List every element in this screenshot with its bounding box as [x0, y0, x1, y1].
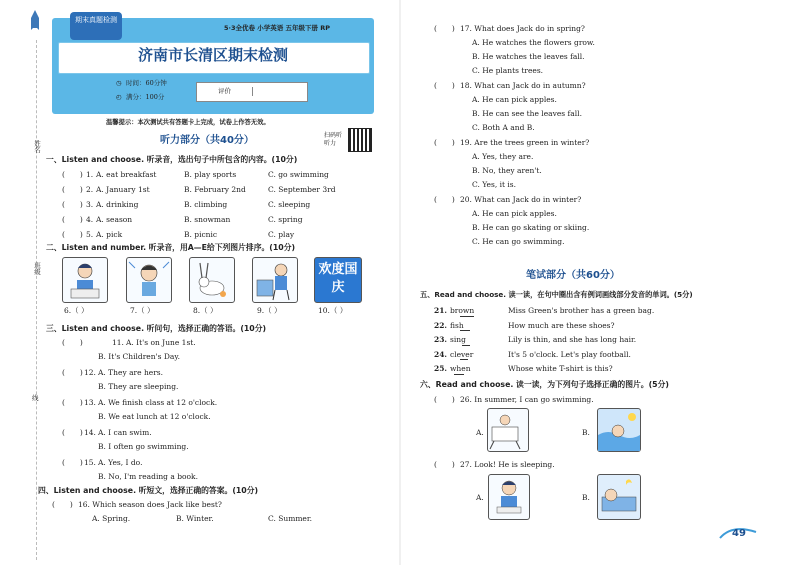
answer-blank[interactable]: ( )	[62, 215, 83, 224]
question-19: 19. Are the trees green in winter?	[460, 138, 590, 147]
list-item	[434, 138, 774, 195]
picture-7	[126, 257, 172, 303]
exam-tip: 温馨提示：本次测试共有答题卡上完成，试卷上作答无效。	[106, 119, 270, 126]
picture-10	[314, 257, 362, 303]
item-number: 11.	[112, 338, 124, 347]
sentence[interactable]: Whose white T-shirt is this?	[508, 364, 613, 373]
list-item	[62, 398, 362, 428]
section-3-list	[62, 338, 362, 488]
option-c[interactable]: C. spring	[268, 215, 303, 224]
example-word: sing	[450, 335, 466, 344]
option-b[interactable]: B. It's Children's Day.	[98, 352, 180, 361]
rocket-icon	[31, 10, 39, 32]
item-number: 1.	[86, 170, 94, 179]
list-item	[434, 321, 764, 336]
section-4-right-list	[434, 24, 774, 252]
option-c[interactable]: C. He plants trees.	[472, 66, 544, 75]
festival-text: 欢度国庆	[318, 262, 358, 295]
list-item	[434, 350, 764, 365]
item-number: 3.	[86, 200, 94, 209]
section-5-title: 五、Read and choose. 读一读，在句中圈出含有例词画线部分发音的单词。(5分)	[420, 290, 693, 299]
section-1-title: 一、Listen and choose. 听录音，选出句子中所包含的内容。(10分)	[46, 155, 298, 164]
item-number: 25.	[434, 364, 448, 373]
option-c[interactable]: C. play	[268, 230, 295, 239]
option-a[interactable]: A. Yes, I do.	[98, 458, 143, 467]
list-item	[62, 200, 362, 215]
option-c[interactable]: C. September 3rd	[268, 185, 336, 194]
option-b[interactable]: B. Winter.	[176, 514, 214, 523]
item-number: 13.	[84, 398, 96, 407]
option-a[interactable]: A. He can pick apples.	[472, 209, 557, 218]
answer-blank[interactable]: ( )	[62, 398, 83, 407]
option-c[interactable]: C. go swimming	[268, 170, 329, 179]
exam-score: 满分：100分	[126, 93, 165, 101]
option-a[interactable]: A. drinking	[96, 200, 139, 209]
option-c[interactable]: C. Summer.	[268, 514, 313, 523]
section-1-list	[62, 170, 362, 245]
answer-blank[interactable]: ( )	[62, 338, 83, 347]
side-label-line: 线	[32, 394, 39, 402]
list-item	[434, 335, 764, 350]
list-item	[62, 368, 362, 398]
list-item	[434, 24, 774, 81]
underline-mark	[454, 374, 464, 375]
series-line: 5·3全优卷 小学英语 五年级下册 RP	[224, 24, 331, 32]
option-a[interactable]: A. eat breakfast	[96, 170, 157, 179]
option-b[interactable]: B. He can go skating or skiing.	[472, 223, 590, 232]
answer-blank[interactable]: ( )	[434, 195, 455, 204]
option-b-label: B.	[582, 493, 590, 502]
question-27: 27. Look! He is sleeping.	[460, 460, 555, 469]
picture-10-label[interactable]: 10.（ ）	[318, 306, 348, 315]
item-number: 4.	[86, 215, 94, 224]
option-b[interactable]: B. snowman	[184, 215, 231, 224]
picture-7-label[interactable]: 7.（ ）	[130, 306, 155, 315]
option-b[interactable]: B. They are sleeping.	[98, 382, 179, 391]
picture-9-label[interactable]: 9.（ ）	[257, 306, 282, 315]
section-5-list	[434, 306, 764, 379]
answer-blank[interactable]: ( )	[434, 460, 455, 469]
option-a[interactable]: A. season	[96, 215, 133, 224]
picture-6	[62, 257, 108, 303]
side-label-class: 班级	[33, 262, 41, 275]
picture-27-b[interactable]	[597, 474, 641, 520]
option-a[interactable]: A. I can swim.	[98, 428, 152, 437]
option-a[interactable]: A. pick	[96, 230, 123, 239]
page-title: 济南市长清区期末检测	[137, 46, 288, 64]
item-number: 12.	[84, 368, 96, 377]
cut-line	[36, 40, 37, 560]
option-b[interactable]: B. He watches the leaves fall.	[472, 52, 585, 61]
section-4-title: 四、Listen and choose. 听短文，选择正确的答案。(10分)	[38, 486, 259, 495]
section-6-title: 六、Read and choose. 读一读，为下列句子选择正确的图片。(5分)	[420, 380, 669, 389]
answer-blank[interactable]: ( )	[62, 428, 83, 437]
qr-label: 扫码听听力	[324, 132, 343, 147]
underline-mark	[462, 345, 470, 346]
item-number: 2.	[86, 185, 94, 194]
qr-code	[348, 128, 372, 152]
option-b[interactable]: B. February 2nd	[184, 185, 246, 194]
option-b[interactable]: B. I often go swimming.	[98, 442, 189, 451]
list-item	[434, 364, 764, 379]
option-c[interactable]: C. Both A and B.	[472, 123, 535, 132]
list-item	[434, 195, 774, 252]
score-icon: ◴	[116, 93, 122, 101]
option-a-label: A.	[476, 493, 484, 502]
exam-time: 时间：60分钟	[126, 79, 167, 87]
option-b[interactable]: B. picnic	[184, 230, 218, 239]
list-item	[62, 170, 362, 185]
option-b[interactable]: B. play sports	[184, 170, 237, 179]
list-item	[62, 458, 362, 488]
picture-6-label[interactable]: 6.（ ）	[64, 306, 89, 315]
picture-9	[252, 257, 298, 303]
list-item	[434, 306, 764, 321]
question-20: 20. What can Jack do in winter?	[460, 195, 582, 204]
page-number: 49	[732, 528, 746, 539]
page-gutter	[399, 0, 401, 565]
option-c[interactable]: C. He can go swimming.	[472, 237, 565, 246]
list-item	[62, 428, 362, 458]
example-word: fish	[450, 320, 464, 330]
listening-title: 听力部分（共40分）	[160, 135, 254, 146]
example-word: brown	[450, 306, 475, 315]
option-a[interactable]: A. January 1st	[96, 185, 150, 194]
option-a[interactable]: A. He watches the flowers grow.	[472, 38, 595, 47]
sentence[interactable]: Miss Green's brother has a green bag.	[508, 306, 655, 315]
option-a[interactable]: A. Yes, they are.	[472, 152, 534, 161]
answer-blank[interactable]: ( )	[434, 81, 455, 90]
header-badge: 期末真题检测	[70, 12, 122, 40]
option-b[interactable]: B. climbing	[184, 200, 228, 209]
answer-blank[interactable]: ( )	[62, 185, 83, 194]
question-18: 18. What can Jack do in autumn?	[460, 81, 586, 90]
answer-blank[interactable]: ( )	[52, 500, 73, 509]
example-word: clever	[450, 349, 474, 359]
question-17: 17. What does Jack do in spring?	[460, 24, 585, 33]
writing-title: 笔试部分（共60分）	[526, 270, 620, 281]
answer-blank[interactable]: ( )	[434, 138, 455, 147]
option-b[interactable]: B. He can see the leaves fall.	[472, 109, 582, 118]
clock-icon: ◷	[116, 79, 122, 87]
answer-blank[interactable]: ( )	[62, 230, 83, 239]
option-a[interactable]: A. It's on June 1st.	[126, 338, 196, 347]
answer-blank[interactable]: ( )	[434, 24, 455, 33]
item-number: 24.	[434, 349, 448, 359]
option-b[interactable]: B. No, I'm reading a book.	[98, 472, 198, 481]
option-a[interactable]: A. They are hers.	[98, 368, 164, 377]
grade-box	[196, 82, 308, 102]
section-3-title: 三、Listen and choose. 听问句，选择正确的答语。(10分)	[46, 324, 267, 333]
option-a[interactable]: A. Spring.	[92, 514, 131, 523]
option-b-label: B.	[582, 428, 590, 437]
question-16: 16. Which season does Jack like best?	[78, 500, 222, 509]
option-c[interactable]: C. sleeping	[268, 200, 311, 209]
example-word: when	[450, 364, 471, 373]
option-a[interactable]: A. We finish class at 12 o'clock.	[98, 398, 218, 407]
option-a[interactable]: A. He can pick apples.	[472, 95, 557, 104]
sentence[interactable]: How much are these shoes?	[508, 320, 615, 330]
underline-mark	[460, 316, 474, 317]
picture-26-a[interactable]	[487, 408, 529, 452]
option-c[interactable]: C. Yes, it is.	[472, 180, 517, 189]
question-26: 26. In summer, I can go swimming.	[460, 395, 594, 404]
answer-blank[interactable]: ( )	[62, 368, 83, 377]
underline-mark	[460, 359, 468, 360]
option-a-label: A.	[476, 428, 484, 437]
list-item	[62, 185, 362, 200]
sentence[interactable]: Lily is thin, and she has long hair.	[508, 335, 637, 344]
list-item	[434, 81, 774, 138]
item-number: 23.	[434, 335, 448, 344]
item-number: 14.	[84, 428, 96, 437]
section-2-title: 二、Listen and number. 听录音，用A—E给下列图片排序。(10分)	[46, 243, 296, 252]
grade-label: 评价	[197, 87, 253, 96]
item-number: 21.	[434, 306, 448, 315]
list-item	[62, 338, 362, 368]
option-b[interactable]: B. No, they aren't.	[472, 166, 542, 175]
answer-blank[interactable]: ( )	[62, 170, 83, 179]
item-number: 5.	[86, 230, 94, 239]
picture-8-label[interactable]: 8.（ ）	[193, 306, 218, 315]
sentence[interactable]: It's 5 o'clock. Let's play football.	[508, 349, 631, 359]
option-b[interactable]: B. We eat lunch at 12 o'clock.	[98, 412, 211, 421]
item-number: 15.	[84, 458, 96, 467]
underline-mark	[460, 330, 470, 331]
side-label-name: 姓名	[33, 140, 41, 153]
answer-blank[interactable]: ( )	[62, 458, 83, 467]
list-item	[62, 215, 362, 230]
answer-blank[interactable]: ( )	[62, 200, 83, 209]
picture-27-a[interactable]	[488, 474, 530, 520]
answer-blank[interactable]: ( )	[434, 395, 455, 404]
picture-8	[189, 257, 235, 303]
item-number: 22.	[434, 320, 448, 330]
picture-26-b[interactable]	[597, 408, 641, 452]
